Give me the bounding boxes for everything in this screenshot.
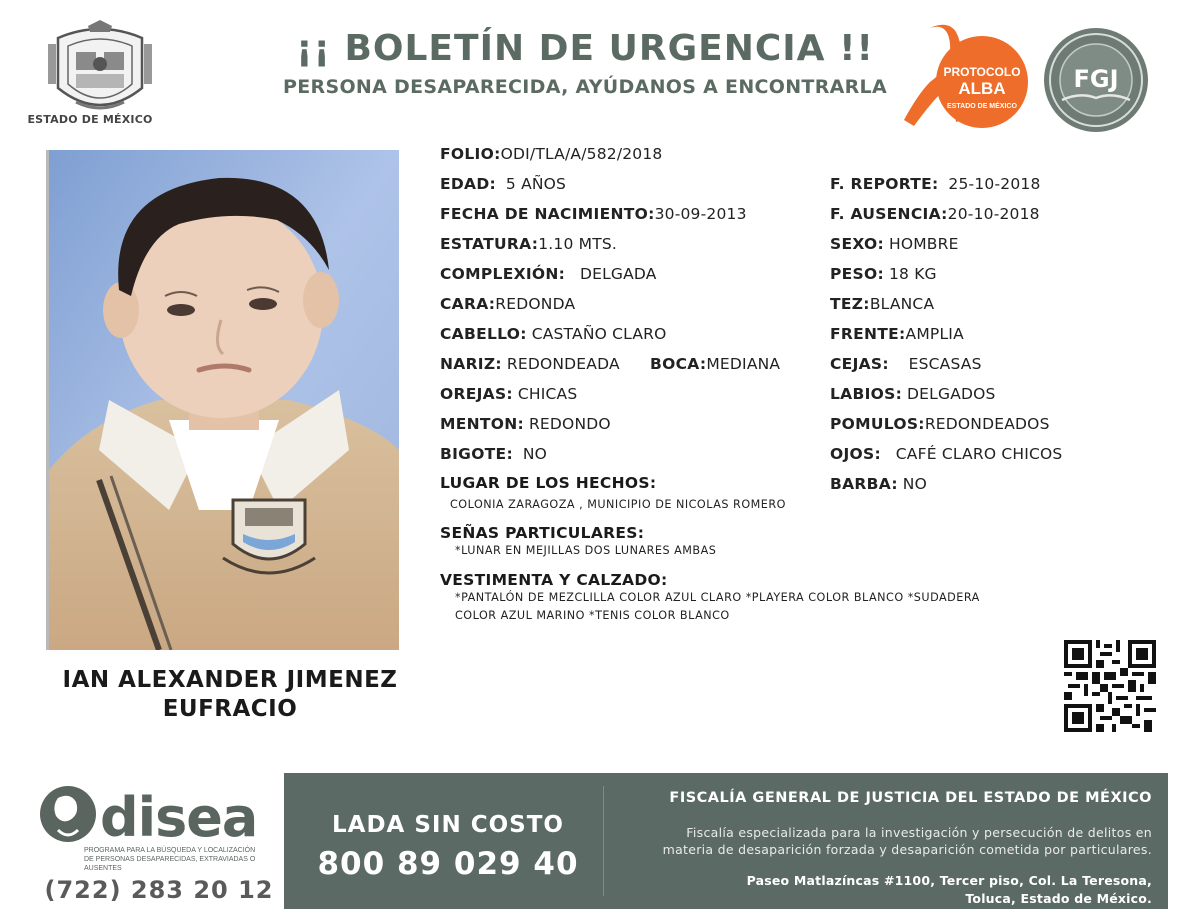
field-label: CEJAS:	[830, 355, 889, 373]
field-value: REDONDO	[528, 415, 611, 433]
field-label: MENTON:	[440, 415, 525, 433]
senas-particulares-text: *LUNAR EN MEJILLAS DOS LUNARES AMBAS	[455, 544, 717, 557]
field-value: HOMBRE	[888, 235, 959, 253]
odisea-program-logo	[34, 784, 274, 876]
vestimenta-calzado-line-1: *PANTALÓN DE MEZCLILLA COLOR AZUL CLARO *PLAYERA COLOR BLANCO *SUDADERA	[455, 591, 980, 604]
vestimenta-calzado-label: VESTIMENTA Y CALZADO:	[440, 571, 668, 589]
address-line-2: Toluca, Estado de México.	[965, 891, 1152, 906]
field-sexo	[830, 234, 959, 254]
field-label: OJOS:	[830, 445, 881, 463]
toll-free-label: LADA SIN COSTO	[332, 812, 564, 838]
toll-free-number[interactable]: 800 89 029 40	[317, 846, 579, 882]
fiscalia-description-line-1: Fiscalía especializada para la investigación y persecución de delitos en	[686, 825, 1152, 840]
fiscalia-title: FISCALÍA GENERAL DE JUSTICIA DEL ESTADO DE MÉXICO	[669, 790, 1152, 806]
field-value: DELGADA	[579, 265, 657, 283]
field-value: CASTAÑO CLARO	[531, 325, 667, 343]
field-label: FECHA DE NACIMIENTO:	[440, 205, 655, 223]
field-value: 25-10-2018	[948, 175, 1041, 193]
field-label: F. REPORTE:	[830, 175, 939, 193]
senas-particulares-label: SEÑAS PARTICULARES:	[440, 524, 645, 542]
lugar-de-los-hechos-text: COLONIA ZARAGOZA , MUNICIPIO DE NICOLAS ROMERO	[450, 498, 786, 511]
bulletin-title: ¡¡ BOLETÍN DE URGENCIA !!	[296, 28, 874, 69]
odisea-logo-text: disea	[100, 786, 258, 849]
field-label: POMULOS:	[830, 415, 925, 433]
field-value: BLANCA	[869, 295, 935, 313]
odisea-tagline-3: AUSENTES	[84, 865, 122, 872]
field-label: CABELLO:	[440, 325, 527, 343]
field-value: 5 AÑOS	[505, 175, 567, 193]
address-line-1: Paseo Matlazíncas #1100, Tercer piso, Col. La Teresona,	[746, 873, 1152, 888]
qr-code[interactable]	[1064, 640, 1156, 732]
fiscalia-description-line-2: materia de desaparición forzada y desaparición cometida por particulares.	[662, 842, 1152, 857]
field-value: AMPLIA	[905, 325, 964, 343]
vestimenta-calzado-line-2: COLOR AZUL MARINO *TENIS COLOR BLANCO	[455, 609, 730, 622]
field-value: REDONDEADOS	[924, 415, 1050, 433]
field-edad	[440, 174, 566, 194]
field-value: 20-10-2018	[947, 205, 1040, 223]
field-value: 18 KG	[888, 265, 937, 283]
field-barba	[830, 474, 927, 494]
field-label: F. AUSENCIA:	[830, 205, 948, 223]
person-name-line-1: IAN ALEXANDER JIMENEZ	[62, 667, 398, 693]
field-frente	[830, 324, 964, 344]
odisea-phone-number[interactable]: (722) 283 20 12	[44, 876, 274, 904]
field-boca	[650, 354, 780, 374]
field-value: CHICAS	[517, 385, 578, 403]
fgj-logo-text: FGJ	[1073, 65, 1119, 93]
field-complexion	[440, 264, 657, 284]
odisea-tagline-2: DE PERSONAS DESAPARECIDAS, EXTRAVIADAS O	[84, 856, 256, 863]
field-label: NARIZ:	[440, 355, 502, 373]
field-value: MEDIANA	[706, 355, 781, 373]
field-pomulos	[830, 414, 1050, 434]
protocolo-alba-logo	[900, 22, 1032, 132]
missing-person-photo-frame	[46, 150, 399, 650]
field-value: DELGADOS	[907, 385, 996, 403]
fiscalia-description	[606, 824, 1152, 858]
alba-logo-estado-text: ESTADO DE MÉXICO	[947, 103, 1017, 110]
field-label: LABIOS:	[830, 385, 903, 403]
field-label: TEZ:	[830, 295, 870, 313]
missing-person-name	[20, 666, 440, 724]
field-label: BIGOTE:	[440, 445, 513, 463]
field-value: NO	[522, 445, 548, 463]
field-estatura	[440, 234, 617, 254]
fgj-seal-logo	[1040, 26, 1152, 134]
field-value: REDONDA	[495, 295, 576, 313]
field-orejas	[440, 384, 577, 404]
field-value: REDONDEADA	[506, 355, 620, 373]
field-folio	[440, 144, 663, 164]
field-cejas	[830, 354, 982, 374]
footer-divider	[603, 786, 604, 896]
field-label: FRENTE:	[830, 325, 906, 343]
field-label: CARA:	[440, 295, 496, 313]
field-label: ESTATURA:	[440, 235, 539, 253]
lugar-de-los-hechos-label: LUGAR DE LOS HECHOS:	[440, 474, 657, 492]
field-cara	[440, 294, 575, 314]
field-label: EDAD:	[440, 175, 497, 193]
field-label: FOLIO:	[440, 145, 501, 163]
field-label: COMPLEXIÓN:	[440, 265, 566, 283]
field-f-ausencia	[830, 204, 1040, 224]
field-label: BOCA:	[650, 355, 707, 373]
field-tez	[830, 294, 934, 314]
field-value: CAFÉ CLARO CHICOS	[895, 445, 1063, 463]
field-value: ODI/TLA/A/582/2018	[500, 145, 663, 163]
person-name-line-2: EUFRACIO	[162, 696, 298, 722]
field-labios	[830, 384, 996, 404]
estado-de-mexico-label: ESTADO DE MÉXICO	[27, 113, 153, 126]
field-cabello	[440, 324, 667, 344]
field-menton	[440, 414, 611, 434]
field-f-reporte	[830, 174, 1041, 194]
field-label: PESO:	[830, 265, 884, 283]
alba-logo-alba-text: ALBA	[958, 79, 1006, 98]
field-bigote	[440, 444, 547, 464]
odisea-tagline-1: PROGRAMA PARA LA BÚSQUEDA Y LOCALIZACIÓN	[84, 847, 256, 854]
alba-logo-protocolo-text: PROTOCOLO	[943, 65, 1021, 79]
field-value: 1.10 MTS.	[538, 235, 618, 253]
missing-person-photo	[49, 150, 399, 650]
bulletin-subtitle: PERSONA DESAPARECIDA, AYÚDANOS A ENCONTRARLA	[283, 76, 887, 98]
field-nariz	[440, 354, 620, 374]
field-fecha-nacimiento	[440, 204, 747, 224]
field-ojos	[830, 444, 1062, 464]
field-peso	[830, 264, 937, 284]
fiscalia-address	[606, 872, 1152, 908]
field-label: SEXO:	[830, 235, 885, 253]
field-value: 30-09-2013	[654, 205, 747, 223]
field-label: OREJAS:	[440, 385, 513, 403]
field-value: ESCASAS	[908, 355, 982, 373]
field-value: NO	[902, 475, 927, 493]
field-label: BARBA:	[830, 475, 898, 493]
